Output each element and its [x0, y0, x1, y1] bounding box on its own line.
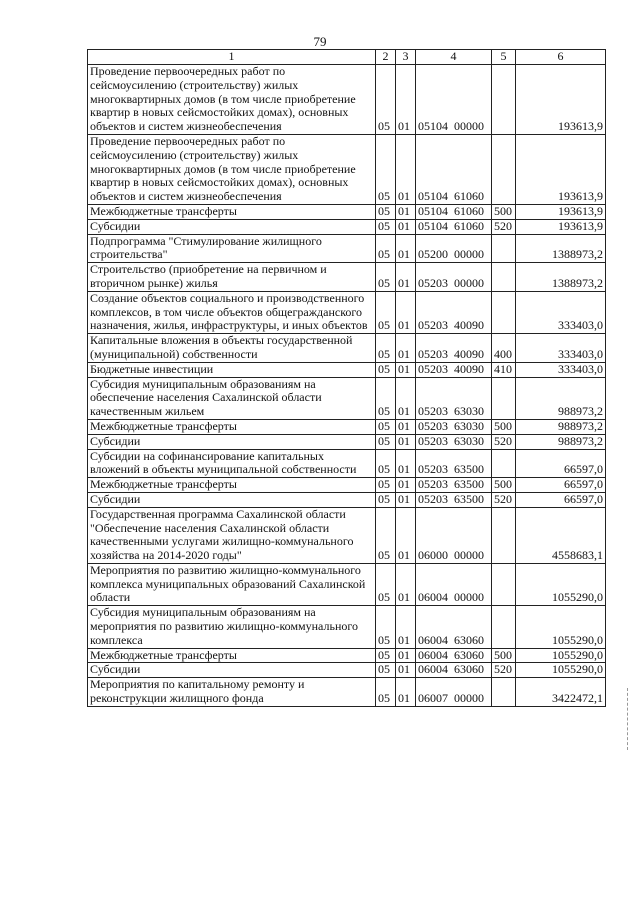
target-article-cell: 05203 63500	[416, 478, 492, 493]
item-name-cell: Межбюджетные трансферты	[88, 648, 376, 663]
section-cell: 05	[376, 362, 396, 377]
target-article-cell: 05203 63500	[416, 449, 492, 478]
budget-table	[87, 49, 606, 707]
expense-type-cell	[492, 134, 516, 204]
target-article-cell: 05203 40090	[416, 362, 492, 377]
scan-edge-mark	[627, 688, 630, 750]
subsection-cell: 01	[396, 362, 416, 377]
subsection-cell: 01	[396, 492, 416, 507]
item-name-cell: Бюджетные инвестиции	[88, 362, 376, 377]
table-row	[88, 563, 606, 605]
expense-type-cell	[492, 65, 516, 135]
target-article-cell: 06004 63060	[416, 648, 492, 663]
item-name-cell: Проведение первоочередных работ по сейсмоусилению (строительству) жилых многоквартирных домов (в том числе приобретение квартир в новых сейсмостойких домах), основных объектов и систем жизнеобеспечения	[88, 134, 376, 204]
section-cell: 05	[376, 492, 396, 507]
target-article-cell: 05200 00000	[416, 234, 492, 263]
expense-type-cell: 520	[492, 663, 516, 678]
item-name-cell: Мероприятия по развитию жилищно-коммунального комплекса муниципальных образований Сахалинской области	[88, 563, 376, 605]
amount-cell: 66597,0	[516, 492, 606, 507]
section-cell: 05	[376, 291, 396, 333]
amount-cell: 1055290,0	[516, 606, 606, 648]
amount-cell: 1055290,0	[516, 563, 606, 605]
header-cell: 6	[516, 50, 606, 65]
amount-cell: 988973,2	[516, 419, 606, 434]
subsection-cell: 01	[396, 234, 416, 263]
amount-cell: 333403,0	[516, 291, 606, 333]
table-row	[88, 334, 606, 363]
subsection-cell: 01	[396, 204, 416, 219]
subsection-cell: 01	[396, 377, 416, 419]
table-row	[88, 204, 606, 219]
header-row	[88, 50, 606, 65]
subsection-cell: 01	[396, 291, 416, 333]
subsection-cell: 01	[396, 563, 416, 605]
target-article-cell: 06007 00000	[416, 678, 492, 707]
table-row	[88, 65, 606, 135]
amount-cell: 193613,9	[516, 219, 606, 234]
header-cell: 5	[492, 50, 516, 65]
table-row	[88, 263, 606, 292]
table-row	[88, 419, 606, 434]
header-cell: 4	[416, 50, 492, 65]
expense-type-cell: 500	[492, 204, 516, 219]
section-cell: 05	[376, 204, 396, 219]
amount-cell: 1388973,2	[516, 263, 606, 292]
page-number: 79	[313, 34, 327, 49]
amount-cell: 1388973,2	[516, 234, 606, 263]
subsection-cell: 01	[396, 648, 416, 663]
target-article-cell: 05203 63030	[416, 434, 492, 449]
expense-type-cell	[492, 291, 516, 333]
expense-type-cell: 520	[492, 492, 516, 507]
amount-cell: 66597,0	[516, 478, 606, 493]
item-name-cell: Проведение первоочередных работ по сейсмоусилению (строительству) жилых многоквартирных домов (в том числе приобретение квартир в новых сейсмостойких домах), основных объектов и систем жизнеобеспечения	[88, 65, 376, 135]
section-cell: 05	[376, 449, 396, 478]
table-row	[88, 219, 606, 234]
section-cell: 05	[376, 263, 396, 292]
item-name-cell: Создание объектов социального и производственного комплексов, в том числе объектов общегражданского назначения, жилья, инфраструктуры, и иных объектов	[88, 291, 376, 333]
item-name-cell: Межбюджетные трансферты	[88, 419, 376, 434]
table-row	[88, 648, 606, 663]
table-row	[88, 362, 606, 377]
section-cell: 05	[376, 606, 396, 648]
subsection-cell: 01	[396, 434, 416, 449]
expense-type-cell: 520	[492, 434, 516, 449]
item-name-cell: Субсидии	[88, 663, 376, 678]
expense-type-cell	[492, 263, 516, 292]
target-article-cell: 05104 00000	[416, 65, 492, 135]
expense-type-cell: 500	[492, 648, 516, 663]
subsection-cell: 01	[396, 334, 416, 363]
target-article-cell: 06004 00000	[416, 563, 492, 605]
item-name-cell: Межбюджетные трансферты	[88, 478, 376, 493]
table-row	[88, 678, 606, 707]
table-row	[88, 478, 606, 493]
item-name-cell: Субсидии	[88, 492, 376, 507]
table-row	[88, 449, 606, 478]
amount-cell: 988973,2	[516, 377, 606, 419]
section-cell: 05	[376, 478, 396, 493]
table-row	[88, 606, 606, 648]
target-article-cell: 06004 63060	[416, 606, 492, 648]
table-body	[88, 65, 606, 707]
item-name-cell: Субсидия муниципальным образованиям на обеспечение населения Сахалинской области качественным жильем	[88, 377, 376, 419]
target-article-cell: 05203 63500	[416, 492, 492, 507]
section-cell: 05	[376, 234, 396, 263]
expense-type-cell	[492, 563, 516, 605]
expense-type-cell: 400	[492, 334, 516, 363]
table-row	[88, 492, 606, 507]
subsection-cell: 01	[396, 263, 416, 292]
section-cell: 05	[376, 334, 396, 363]
target-article-cell: 05203 63030	[416, 377, 492, 419]
amount-cell: 193613,9	[516, 134, 606, 204]
table-row	[88, 434, 606, 449]
amount-cell: 66597,0	[516, 449, 606, 478]
section-cell: 05	[376, 419, 396, 434]
expense-type-cell: 500	[492, 478, 516, 493]
expense-type-cell: 500	[492, 419, 516, 434]
header-cell: 1	[88, 50, 376, 65]
expense-type-cell	[492, 678, 516, 707]
item-name-cell: Субсидии	[88, 219, 376, 234]
subsection-cell: 01	[396, 419, 416, 434]
header-cell: 2	[376, 50, 396, 65]
amount-cell: 193613,9	[516, 204, 606, 219]
expense-type-cell	[492, 449, 516, 478]
target-article-cell: 06000 00000	[416, 507, 492, 563]
target-article-cell: 05104 61060	[416, 219, 492, 234]
section-cell: 05	[376, 663, 396, 678]
expense-type-cell: 410	[492, 362, 516, 377]
amount-cell: 1055290,0	[516, 648, 606, 663]
subsection-cell: 01	[396, 65, 416, 135]
table-row	[88, 663, 606, 678]
amount-cell: 3422472,1	[516, 678, 606, 707]
target-article-cell: 05203 40090	[416, 334, 492, 363]
subsection-cell: 01	[396, 678, 416, 707]
subsection-cell: 01	[396, 134, 416, 204]
target-article-cell: 06004 63060	[416, 663, 492, 678]
section-cell: 05	[376, 377, 396, 419]
amount-cell: 4558683,1	[516, 507, 606, 563]
item-name-cell: Субсидии на софинансирование капитальных вложений в объекты муниципальной собственности	[88, 449, 376, 478]
amount-cell: 333403,0	[516, 362, 606, 377]
item-name-cell: Мероприятия по капитальному ремонту и реконструкции жилищного фонда	[88, 678, 376, 707]
amount-cell: 1055290,0	[516, 663, 606, 678]
section-cell: 05	[376, 434, 396, 449]
table-row	[88, 377, 606, 419]
expense-type-cell	[492, 234, 516, 263]
expense-type-cell	[492, 377, 516, 419]
subsection-cell: 01	[396, 507, 416, 563]
item-name-cell: Подпрограмма "Стимулирование жилищного строительства"	[88, 234, 376, 263]
target-article-cell: 05203 00000	[416, 263, 492, 292]
header-cell: 3	[396, 50, 416, 65]
subsection-cell: 01	[396, 449, 416, 478]
subsection-cell: 01	[396, 478, 416, 493]
section-cell: 05	[376, 563, 396, 605]
item-name-cell: Капитальные вложения в объекты государственной (муниципальной) собственности	[88, 334, 376, 363]
amount-cell: 193613,9	[516, 65, 606, 135]
expense-type-cell: 520	[492, 219, 516, 234]
expense-type-cell	[492, 507, 516, 563]
target-article-cell: 05104 61060	[416, 204, 492, 219]
subsection-cell: 01	[396, 219, 416, 234]
amount-cell: 333403,0	[516, 334, 606, 363]
table-row	[88, 134, 606, 204]
section-cell: 05	[376, 507, 396, 563]
section-cell: 05	[376, 219, 396, 234]
item-name-cell: Субсидии	[88, 434, 376, 449]
section-cell: 05	[376, 678, 396, 707]
section-cell: 05	[376, 65, 396, 135]
item-name-cell: Государственная программа Сахалинской области "Обеспечение населения Сахалинской области качественными услугами жилищно-коммунального хозяйства на 2014-2020 годы"	[88, 507, 376, 563]
section-cell: 05	[376, 648, 396, 663]
target-article-cell: 05203 40090	[416, 291, 492, 333]
subsection-cell: 01	[396, 663, 416, 678]
target-article-cell: 05104 61060	[416, 134, 492, 204]
table-row	[88, 507, 606, 563]
item-name-cell: Межбюджетные трансферты	[88, 204, 376, 219]
subsection-cell: 01	[396, 606, 416, 648]
table-row	[88, 291, 606, 333]
amount-cell: 988973,2	[516, 434, 606, 449]
target-article-cell: 05203 63030	[416, 419, 492, 434]
expense-type-cell	[492, 606, 516, 648]
section-cell: 05	[376, 134, 396, 204]
item-name-cell: Субсидия муниципальным образованиям на мероприятия по развитию жилищно-коммунального комплекса	[88, 606, 376, 648]
table-row	[88, 234, 606, 263]
item-name-cell: Строительство (приобретение на первичном и вторичном рынке) жилья	[88, 263, 376, 292]
